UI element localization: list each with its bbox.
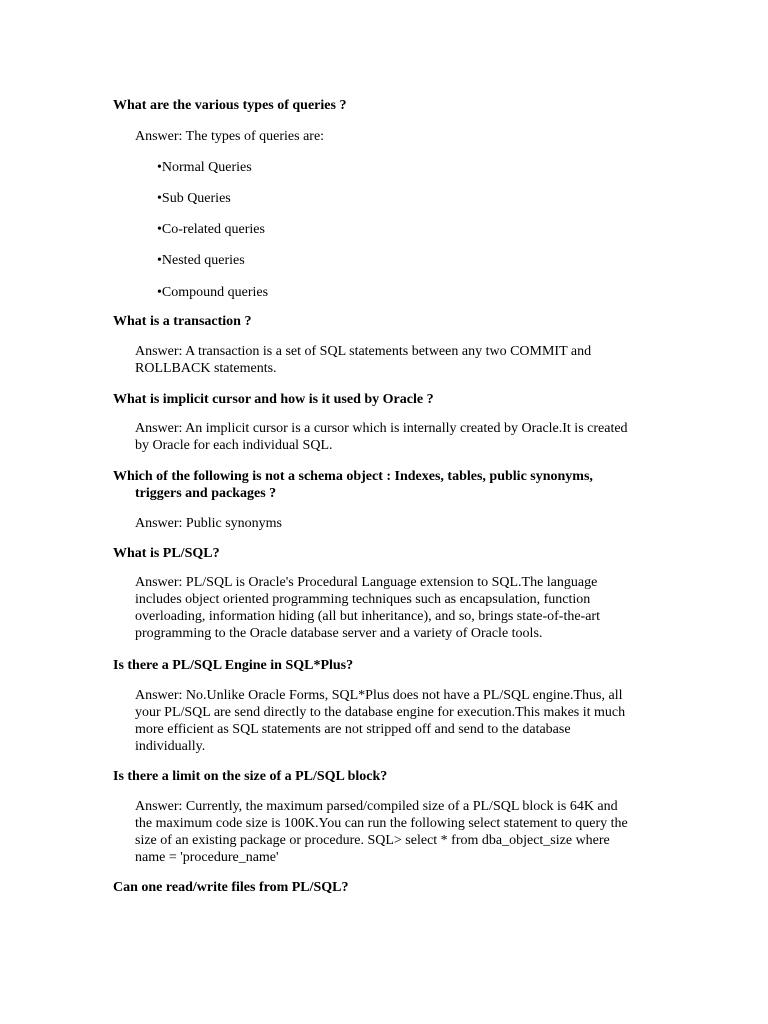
list-item: •Co-related queries (157, 222, 265, 237)
list-item: •Compound queries (157, 285, 269, 300)
answer-text: Answer: A transaction is a set of SQL statements between any two COMMIT and ROLLBACK statements. (135, 344, 592, 376)
question-heading: What is implicit cursor and how is it used by Oracle ? (113, 392, 434, 407)
answer-text: Answer: Currently, the maximum parsed/compiled size of a PL/SQL block is 64K and the maximum code size is 100K.You can run the following select statement to query the size of an existing package or procedure. SQL> select * from dba_object_size where name = 'procedure_name' (135, 799, 628, 865)
answer-text: Answer: An implicit cursor is a cursor which is internally created by Oracle.It is created by Oracle for each individual SQL. (135, 421, 628, 453)
question-heading: Is there a PL/SQL Engine in SQL*Plus? (113, 658, 354, 673)
list-item: •Normal Queries (157, 160, 252, 175)
question-heading: Which of the following is not a schema object : Indexes, tables, public synonyms, triggers and packages ? (113, 469, 593, 501)
question-heading: What are the various types of queries ? (113, 98, 347, 113)
question-heading: What is PL/SQL? (113, 546, 220, 561)
bullet-icon: • (157, 222, 162, 237)
answer-text: Answer: The types of queries are: (135, 129, 325, 144)
bullet-icon: • (157, 160, 162, 175)
answer-text: Answer: PL/SQL is Oracle's Procedural Language extension to SQL.The language includes object oriented programming techniques such as encapsulation, function overloading, information hiding (all but inheritance), and so, brings state-of-the-art programming to the Oracle database server and a variety of Oracle tools. (135, 575, 600, 641)
question-heading: Is there a limit on the size of a PL/SQL block? (113, 769, 388, 784)
bullet-icon: • (157, 253, 162, 268)
bullet-icon: • (157, 285, 162, 300)
answer-text: Answer: No.Unlike Oracle Forms, SQL*Plus does not have a PL/SQL engine.Thus, all your PL/SQL are send directly to the database engine for execution.This makes it much more efficient as SQL statements are not stripped off and send to the database individually. (135, 688, 626, 754)
question-heading: What is a transaction ? (113, 314, 252, 329)
answer-text: Answer: Public synonyms (135, 516, 282, 531)
bullet-icon: • (157, 191, 162, 206)
list-item: •Sub Queries (157, 191, 231, 206)
question-heading: Can one read/write files from PL/SQL? (113, 880, 349, 895)
list-item: •Nested queries (157, 253, 245, 268)
